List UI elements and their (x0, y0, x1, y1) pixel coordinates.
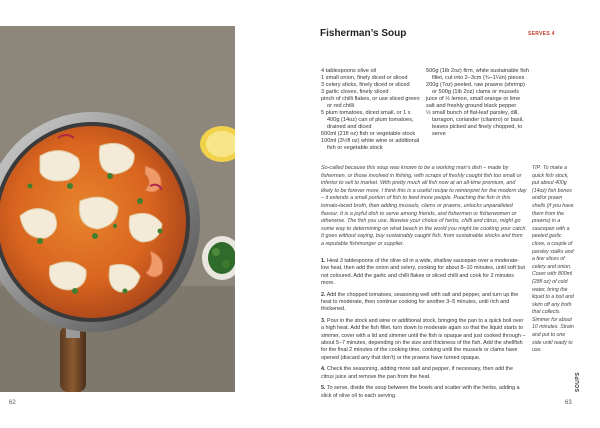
ingredient-item: 500g (1lb 2oz) firm, white sustainable fish fillet, cut into 2–3cm (¾–1¼in) pieces (426, 68, 529, 81)
serves-label: SERVES 4 (528, 31, 555, 37)
ingredient-item: juice of ½ lemon, small orange or lime (426, 96, 521, 102)
ingredient-item: salt and freshly ground black pepper (426, 103, 517, 109)
step-number: 2. (321, 291, 326, 298)
ingredient-item: 600ml (21fl oz) fish or vegetable stock (321, 131, 416, 137)
step-number: 4. (321, 366, 326, 373)
recipe-title: Fisherman’s Soup (320, 28, 407, 39)
method-steps (321, 258, 527, 404)
step-number: 1. (321, 258, 326, 264)
ingredient-item: 3 garlic cloves, finely sliced (321, 89, 389, 95)
step-text: To serve, divide the soup between the bowls and scatter with the herbs, adding a slick of olive oil to each serving. (321, 385, 520, 399)
ingredient-item: 200g (7oz) peeled, raw prawns (shrimp) or 500g (1lb 2oz) clams or mussels (426, 82, 525, 95)
recipe-intro: So-called because this soup was known to be a working man’s dish – made by fishermen, or those involved in fishing, with scraps of freshly caught fish too small or inferior to sell to market. With pretty much all fish now at an all-time premium, and likely to be forever more, I think this is a useful recipe to reinterpret for the modern day – it extends a small portion of fish to feed more people. Poaching the fish in this tomato-laced broth, then adding mussels, clams or prawns, unlocks unparalleled flavour. It is a joyful dish to serve among friends, and fishermen or fisherwomen or otherwise. The fish you use, likewise your choice of herbs, chilli and citrus, might go some way to determining on what beach in the world you might be cooking your catch. It goes without saying, buy sustainably caught fish, from sustainable stocks and from a reputable fishmonger or supplier. (321, 165, 527, 247)
ingredient-item: pinch of chilli flakes, or use sliced green or red chilli (321, 96, 420, 109)
step-text: Add the chopped tomatoes, seasoning well with salt and pepper, and turn up the heat to moderate, then continue cooking for another 3–5 minutes, until rich and thickened. (321, 291, 519, 313)
step-text: Pour in the stock and wine or additional stock, bringing the pan to a quick boil over a high heat. Add the fish fillet, turn down to moderate again so that the liquid starts to simmer, cover with a lid and simmer until the fish is opaque and just cooked through – about 5–7 minutes, depending on the size and thickness of the fish. Add the shellfish for the final 2 minutes of the cooking time, cooking until the mussels or clams have opened (discard any that don’t) or the prawns have turned opaque. (321, 317, 526, 361)
method-step (321, 385, 527, 400)
ingredient-item: 4 tablespoons olive oil (321, 68, 377, 74)
method-step (321, 318, 527, 362)
ingredients-right-column (426, 68, 530, 138)
ingredient-item: 100ml (3½fl oz) white wine or additional fish or vegetable stock (321, 138, 420, 151)
ingredient-item: 5 plum tomatoes, diced small, or 1 x 400g (14oz) can of plum tomatoes, drained and diced (321, 110, 414, 130)
ingredients-left-column (321, 68, 421, 152)
section-label: SOUPS (575, 371, 581, 392)
step-text: Heat 3 tablespoons of the olive oil in a wide, shallow saucepan over a moderate-low heat, then add the onion and celery, cooking for about 8–10 minutes, until soft but not coloured. Add the garlic and chilli flakes or sliced chilli and cook for 2 minutes more. (321, 258, 525, 287)
step-number: 5. (321, 385, 326, 392)
step-number: 3. (321, 317, 326, 324)
ingredient-item: ½ small bunch of flat-leaf parsley, dill, tarragon, coriander (cilantro) or basil, leaves picked and finely chopped, to serve (426, 110, 524, 137)
ingredient-item: 3 celery sticks, finely diced or sliced (321, 82, 410, 88)
ingredient-item: 1 small onion, finely diced or sliced (321, 75, 408, 81)
recipe-tip: TIP: To make a quick fish stock, put about 400g (14oz) fish bones and/or prawn shells (if you have them from the prawns) in a saucepan with a peeled garlic clove, a couple of parsley stalks and a few slices of celery and onion. Cover with 800ml (28fl oz) of cold water, bring the liquid to a boil and skim off any froth that collects. Simmer for about 10 minutes. Strain and put to one side until ready to use. (532, 165, 574, 354)
method-step (321, 258, 527, 288)
method-step (321, 292, 527, 314)
page-number-left: 62 (9, 400, 16, 406)
step-text: Check the seasoning, adding more salt and pepper, if necessary, then add the citrus juice and remove the pan from the heat. (321, 366, 513, 380)
soup-photograph (0, 26, 235, 392)
page-number-right: 63 (565, 400, 572, 406)
method-step (321, 366, 527, 381)
